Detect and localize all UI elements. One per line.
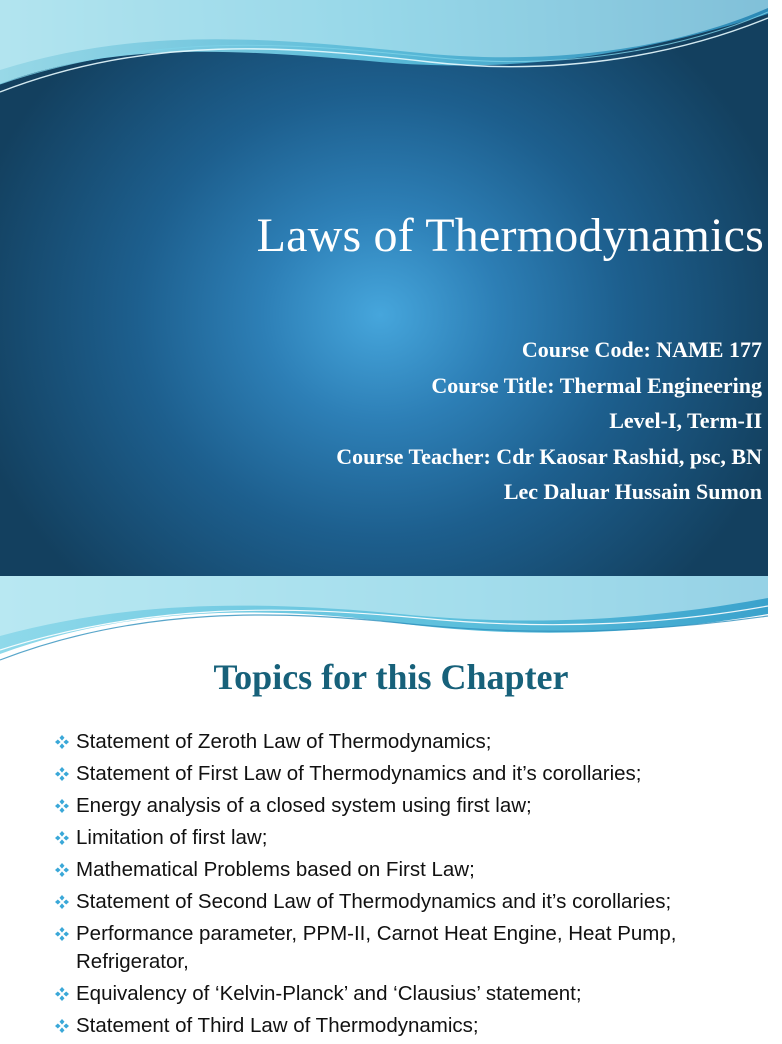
four-diamond-bullet-icon	[54, 766, 70, 782]
four-diamond-bullet-icon	[54, 830, 70, 846]
topic-text: Performance parameter, PPM-II, Carnot Heat Engine, Heat Pump, Refrigerator,	[76, 922, 677, 973]
four-diamond-bullet-icon	[54, 862, 70, 878]
course-teacher: Course Teacher: Cdr Kaosar Rashid, psc, BN	[336, 443, 762, 469]
four-diamond-bullet-icon	[54, 1018, 70, 1034]
topic-item	[52, 760, 762, 788]
co-teacher: Lec Daluar Hussain Sumon	[503, 479, 762, 504]
topic-item	[52, 888, 762, 916]
topic-item	[52, 824, 762, 852]
four-diamond-bullet-icon	[54, 798, 70, 814]
topic-item	[52, 980, 762, 1008]
topics-title: Topics for this Chapter	[213, 657, 569, 697]
four-diamond-bullet-icon	[54, 986, 70, 1002]
level-term: Level-I, Term-II	[609, 408, 762, 433]
topic-text: Equivalency of ‘Kelvin-Planck’ and ‘Clausius’ statement;	[76, 982, 582, 1005]
topic-text: Statement of Zeroth Law of Thermodynamics;	[76, 730, 492, 753]
topic-item	[52, 856, 762, 884]
slide-title: Laws of Thermodynamics	[256, 209, 764, 262]
topic-item	[52, 1012, 762, 1040]
topic-text: Statement of Second Law of Thermodynamics and it’s corollaries;	[76, 890, 672, 913]
topic-list	[52, 728, 762, 1044]
course-code: Course Code: NAME 177	[521, 337, 762, 362]
header-wave-decoration	[0, 0, 768, 120]
topic-item	[52, 792, 762, 820]
topic-text: Statement of First Law of Thermodynamics and it’s corollaries;	[76, 762, 642, 785]
topic-text: Energy analysis of a closed system using first law;	[76, 794, 532, 817]
course-title: Course Title: Thermal Engineering	[431, 372, 762, 398]
four-diamond-bullet-icon	[54, 734, 70, 750]
topics-slide	[0, 576, 768, 1037]
topic-item	[52, 728, 762, 756]
course-info	[336, 332, 762, 510]
topic-text: Limitation of first law;	[76, 826, 268, 849]
four-diamond-bullet-icon	[54, 926, 70, 942]
topic-text: Mathematical Problems based on First Law;	[76, 858, 475, 881]
four-diamond-bullet-icon	[54, 894, 70, 910]
topic-item	[52, 920, 762, 976]
topic-text: Statement of Third Law of Thermodynamics;	[76, 1014, 479, 1037]
